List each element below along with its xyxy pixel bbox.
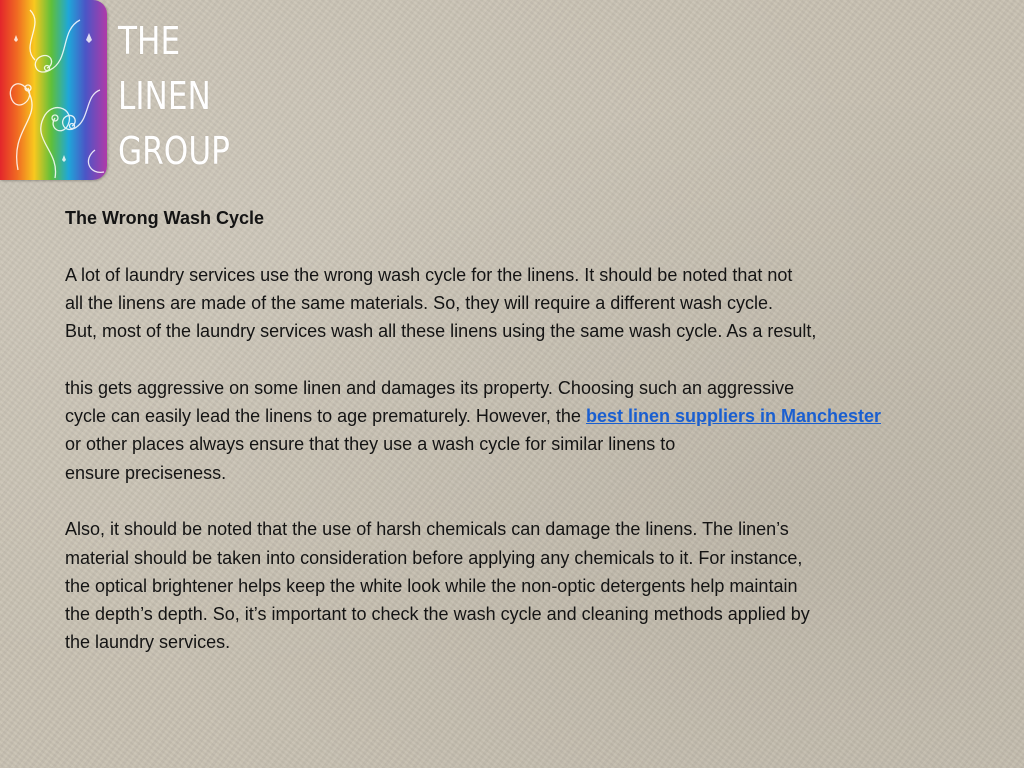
logo-line-3: GROUP [118,129,230,173]
logo-line-2: LINEN [118,74,211,118]
swirl-ornament-icon [0,0,107,180]
paragraph-1-line: A lot of laundry services use the wrong wash cycle for the linens. It should be noted that not [65,264,793,285]
article-body [65,204,1015,657]
paragraph-2-line: this gets aggressive on some linen and damages its property. Choosing such an aggressive [65,377,795,398]
paragraph-1-line: But, most of the laundry services wash all these linens using the same wash cycle. As a result, [65,321,817,342]
spacer [65,487,1015,515]
logo-wordmark [118,14,258,179]
paragraph-2-line: ensure preciseness. [65,462,227,483]
spacer [65,232,1015,260]
paragraph-1-line: all the linens are made of the same materials. So, they will require a different wash cycle. [65,292,774,313]
paragraph-3-line: Also, it should be noted that the use of harsh chemicals can damage the linens. The linen’s [65,519,789,540]
paragraph-3-line: the optical brightener helps keep the white look while the non-optic detergents help maintain [65,575,798,596]
linen-suppliers-link[interactable]: best linen suppliers in Manchester [585,406,882,427]
paragraph-3-line: material should be taken into consideration before applying any chemicals to it. For instance, [65,547,803,568]
paragraph-2-line: or other places always ensure that they use a wash cycle for similar linens to [65,434,676,455]
paragraph-2-text: cycle can easily lead the linens to age prematurely. However, the [65,406,586,427]
paragraph-3-line: the depth’s depth. So, it’s important to check the wash cycle and cleaning methods applied by [65,604,810,625]
rainbow-logo-icon [0,0,107,180]
article-heading: The Wrong Wash Cycle [65,208,265,228]
paragraph-2-line-with-link [65,402,1015,430]
logo-line-1: THE [118,19,181,63]
spacer [65,345,1015,373]
paragraph-3-line: the laundry services. [65,632,231,653]
